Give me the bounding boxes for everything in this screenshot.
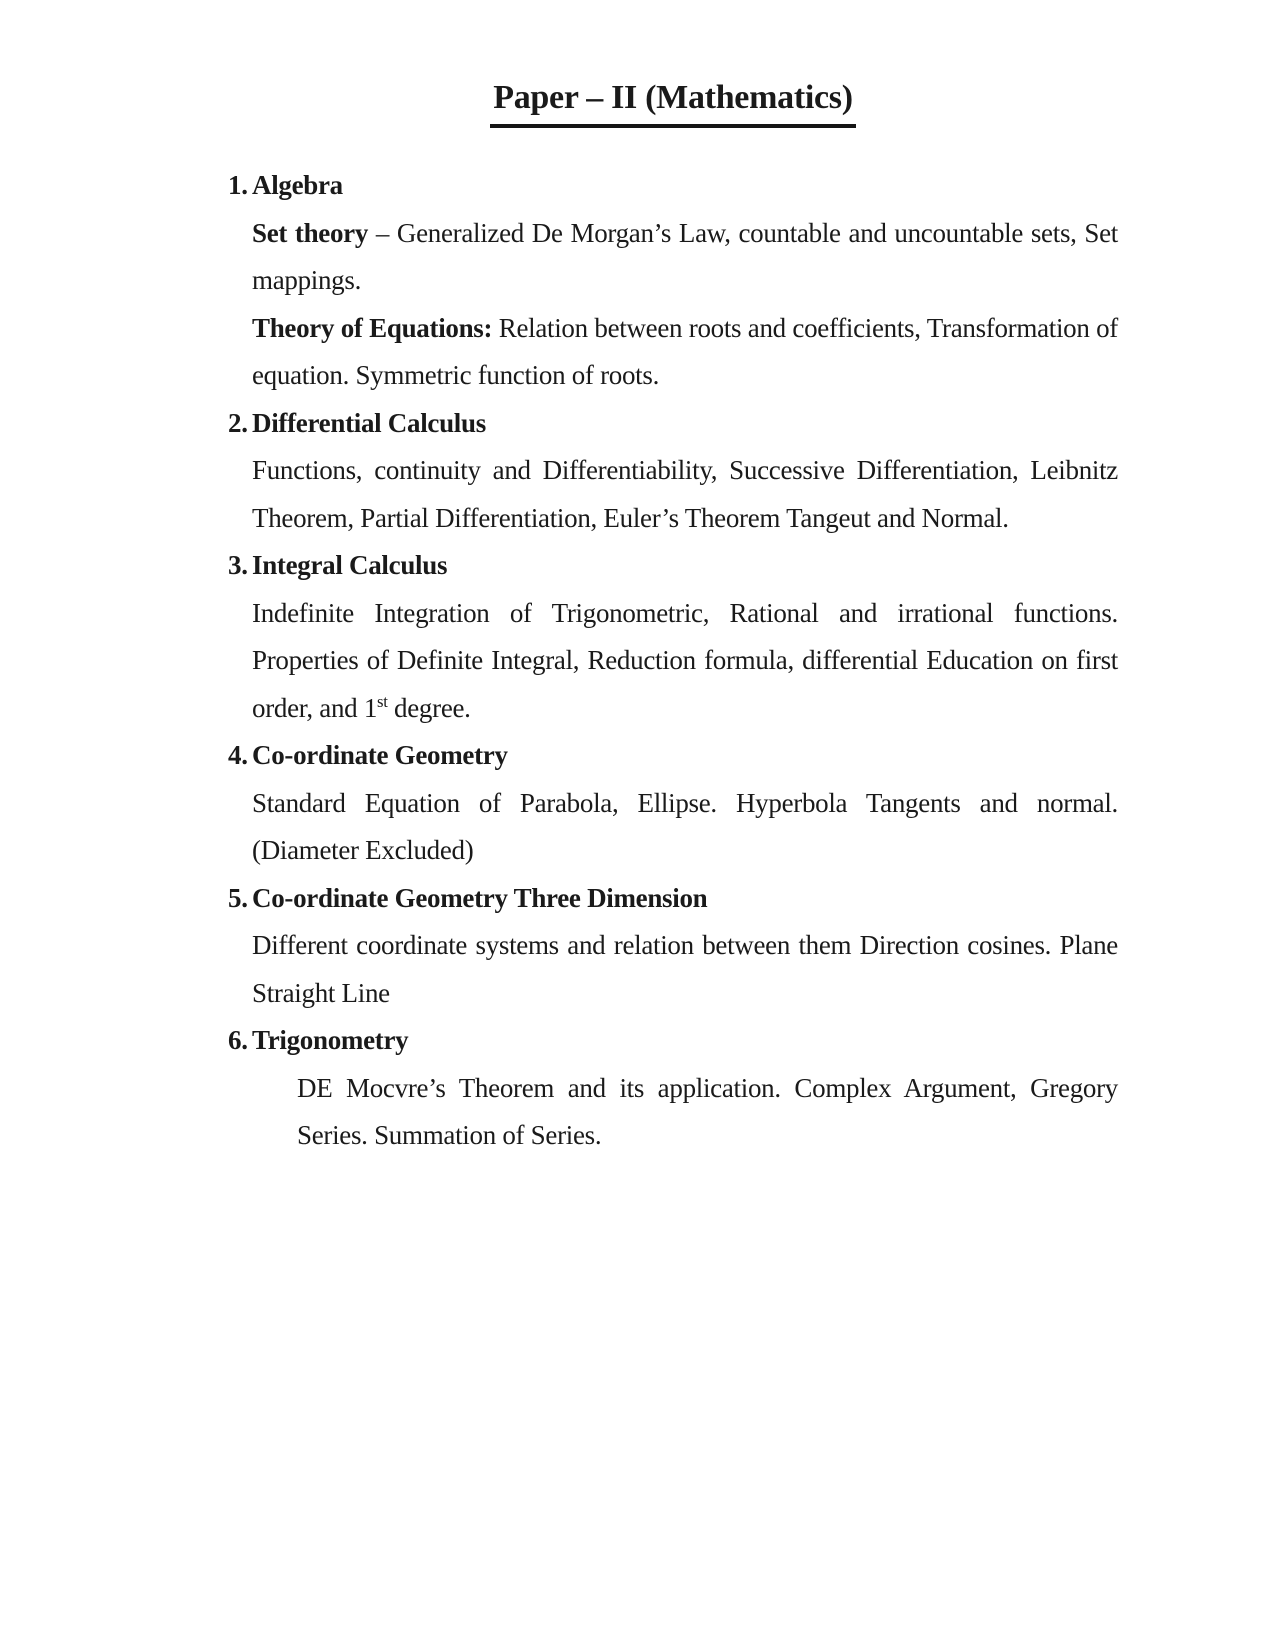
section-1-heading-text: Algebra bbox=[252, 170, 343, 200]
section-1-number: 1. bbox=[228, 170, 248, 200]
section-differential-calculus bbox=[228, 400, 1118, 543]
page-title bbox=[228, 74, 1118, 128]
section-2-heading-text: Differential Calculus bbox=[252, 407, 486, 438]
theory-of-equations-lead: Theory of Equations: bbox=[252, 312, 493, 343]
section-5-number: 5. bbox=[228, 882, 248, 913]
section-coordinate-geometry-3d bbox=[228, 875, 1118, 1018]
section-4-heading-text: Co-ordinate Geometry bbox=[252, 740, 508, 770]
section-2-heading bbox=[228, 400, 1118, 448]
ordinal-superscript: st bbox=[377, 691, 388, 711]
set-theory-lead: Set theory bbox=[252, 217, 369, 248]
section-5-paragraph: Different coordinate systems and relation between them Direction cosines. Plane Straight Line bbox=[252, 930, 1118, 1008]
section-4-number: 4. bbox=[228, 740, 248, 770]
section-integral-calculus bbox=[228, 542, 1118, 732]
theory-of-equations-text: Relation between roots and coefficients, Transformation of equation. Symmetric function of roots. bbox=[252, 312, 1118, 390]
section-algebra bbox=[228, 162, 1118, 400]
section-1-paragraph-set-theory bbox=[252, 210, 1118, 305]
section-5-heading-text: Co-ordinate Geometry Three Dimension bbox=[252, 882, 708, 913]
section-4-paragraph: Standard Equation of Parabola, Ellipse. Hyperbola Tangents and normal. (Diameter Excluded) bbox=[252, 787, 1118, 865]
page-title-text: Paper – II (Mathematics) bbox=[490, 74, 855, 128]
section-1-paragraph-theory-of-equations bbox=[252, 305, 1118, 400]
section-6-heading bbox=[228, 1017, 1118, 1065]
section-4-heading bbox=[228, 732, 1118, 780]
section-5-heading bbox=[228, 875, 1118, 923]
section-trigonometry bbox=[228, 1017, 1118, 1160]
section-3-paragraph bbox=[252, 590, 1118, 733]
section-3-text-start: Indefinite Integration of Trigonometric, Rational and irrational functions. Properties of Definite Integral, Reduction formula, differential Education on first order, and 1 bbox=[252, 597, 1118, 723]
section-3-heading-text: Integral Calculus bbox=[252, 550, 448, 580]
set-theory-separator: – bbox=[368, 217, 397, 248]
section-2-paragraph: Functions, continuity and Differentiability, Successive Differentiation, Leibnitz Theorem, Partial Differentiation, Euler’s Theorem Tangeut and Normal. bbox=[252, 455, 1118, 533]
section-6-number: 6. bbox=[228, 1025, 248, 1055]
section-coordinate-geometry bbox=[228, 732, 1118, 875]
section-3-heading bbox=[228, 542, 1118, 590]
section-2-number: 2. bbox=[228, 407, 248, 438]
section-1-heading bbox=[228, 162, 1118, 210]
section-3-number: 3. bbox=[228, 550, 248, 580]
section-6-paragraph: DE Mocvre’s Theorem and its application. Complex Argument, Gregory Series. Summation of Series. bbox=[297, 1072, 1118, 1150]
section-6-heading-text: Trigonometry bbox=[252, 1025, 409, 1055]
section-3-text-end: degree. bbox=[387, 692, 471, 723]
set-theory-text: Generalized De Morgan’s Law, countable and uncountable sets, Set mappings. bbox=[252, 217, 1119, 295]
